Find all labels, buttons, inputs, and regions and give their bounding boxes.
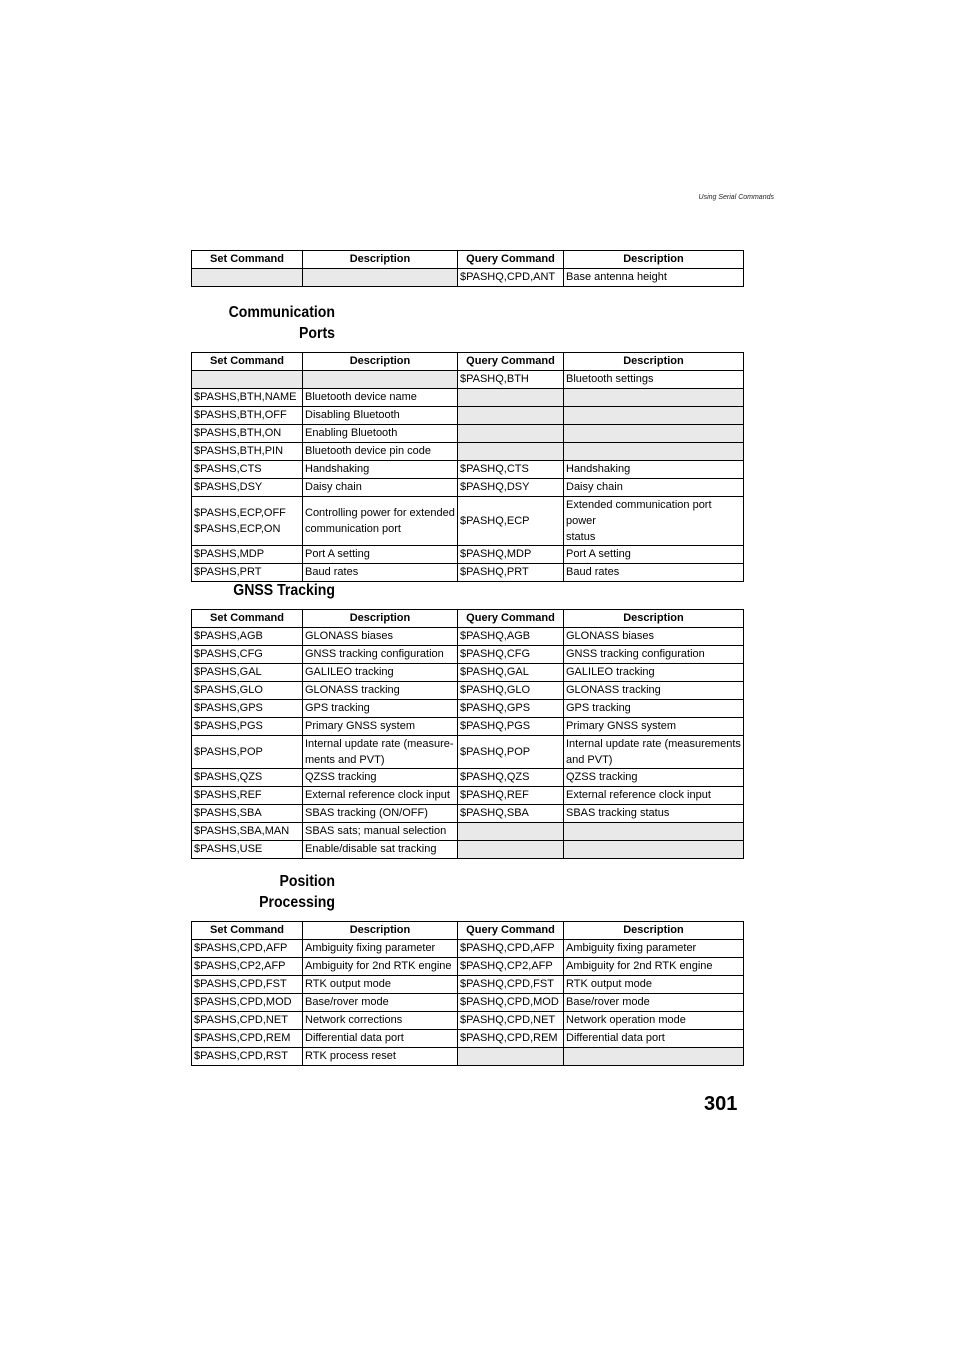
table-row xyxy=(192,718,744,736)
column-header: Description xyxy=(564,610,744,628)
query-command-cell: $PASHQ,CPD,AFP xyxy=(458,940,564,958)
cell-line: Controlling power for extended xyxy=(305,507,455,519)
column-header: Description xyxy=(564,251,744,269)
table-row xyxy=(192,805,744,823)
description-cell: Port A setting xyxy=(303,546,458,564)
description-cell: SBAS tracking (ON/OFF) xyxy=(303,805,458,823)
description-cell: Bluetooth device pin code xyxy=(303,443,458,461)
table-row xyxy=(192,841,744,859)
description-cell: Baud rates xyxy=(303,564,458,582)
table-row xyxy=(192,682,744,700)
table-row xyxy=(192,994,744,1012)
description-cell: SBAS sats; manual selection xyxy=(303,823,458,841)
table-row xyxy=(192,479,744,497)
description-cell: Ambiguity for 2nd RTK engine xyxy=(303,958,458,976)
query-command-cell: $PASHQ,CP2,AFP xyxy=(458,958,564,976)
cell-line: communication port xyxy=(305,523,401,535)
set-command-cell: $PASHS,GLO xyxy=(192,682,303,700)
set-command-cell: $PASHS,PRT xyxy=(192,564,303,582)
section-title-position-processing xyxy=(208,871,335,913)
query-command-cell: $PASHQ,CPD,MOD xyxy=(458,994,564,1012)
set-command-cell: $PASHS,MDP xyxy=(192,546,303,564)
description-cell: Bluetooth device name xyxy=(303,389,458,407)
set-command-cell: $PASHS,AGB xyxy=(192,628,303,646)
page-number: 301 xyxy=(704,1093,738,1115)
description-cell: Enabling Bluetooth xyxy=(303,425,458,443)
query-command-cell: $PASHQ,GLO xyxy=(458,682,564,700)
set-command-cell: $PASHS,PGS xyxy=(192,718,303,736)
table-row xyxy=(192,976,744,994)
query-command-cell: $PASHQ,ECP xyxy=(458,497,564,546)
query-command-cell: $PASHQ,CPD,FST xyxy=(458,976,564,994)
description-cell: GLONASS tracking xyxy=(564,682,744,700)
table-row xyxy=(192,1030,744,1048)
table-row xyxy=(192,958,744,976)
query-command-cell xyxy=(458,407,564,425)
section-title-communication-ports xyxy=(208,302,335,344)
description-cell: Ambiguity for 2nd RTK engine xyxy=(564,958,744,976)
column-header: Set Command xyxy=(192,610,303,628)
section-title-line: GNSS Tracking xyxy=(233,582,335,599)
description-cell: Base/rover mode xyxy=(564,994,744,1012)
description-cell: Network operation mode xyxy=(564,1012,744,1030)
description-cell: Internal update rate (measure-ments and PVT) xyxy=(303,736,458,769)
set-command-cell: $PASHS,POP xyxy=(192,736,303,769)
set-command-cell xyxy=(192,371,303,389)
description-cell xyxy=(564,1048,744,1066)
table-row xyxy=(192,389,744,407)
description-cell xyxy=(564,823,744,841)
set-command-cell: $PASHS,BTH,NAME xyxy=(192,389,303,407)
table-row xyxy=(192,425,744,443)
set-command-cell: $PASHS,CPD,AFP xyxy=(192,940,303,958)
description-cell xyxy=(564,425,744,443)
column-header: Query Command xyxy=(458,251,564,269)
table-header-row xyxy=(192,353,744,371)
table-top xyxy=(191,250,744,287)
set-command-cell: $PASHS,QZS xyxy=(192,769,303,787)
description-cell: Disabling Bluetooth xyxy=(303,407,458,425)
description-cell: GALILEO tracking xyxy=(303,664,458,682)
table-row xyxy=(192,628,744,646)
description-cell: Enable/disable sat tracking xyxy=(303,841,458,859)
section-title-line: Processing xyxy=(259,894,335,911)
description-cell: Base antenna height xyxy=(564,269,744,287)
description-cell: Handshaking xyxy=(303,461,458,479)
set-command-cell: $PASHS,SBA xyxy=(192,805,303,823)
description-cell: Ambiguity fixing parameter xyxy=(564,940,744,958)
description-cell xyxy=(564,841,744,859)
query-command-cell xyxy=(458,1048,564,1066)
query-command-cell: $PASHQ,CFG xyxy=(458,646,564,664)
query-command-cell: $PASHQ,BTH xyxy=(458,371,564,389)
query-command-cell: $PASHQ,AGB xyxy=(458,628,564,646)
table-gnss-tracking xyxy=(191,609,744,859)
table-communication-ports xyxy=(191,352,744,582)
cell-line: Extended communication port power xyxy=(566,499,712,527)
set-command-cell: $PASHS,CPD,MOD xyxy=(192,994,303,1012)
section-title-gnss-tracking xyxy=(208,580,335,601)
set-command-cell: $PASHS,BTH,ON xyxy=(192,425,303,443)
query-command-cell: $PASHQ,POP xyxy=(458,736,564,769)
description-cell xyxy=(564,407,744,425)
set-command-cell xyxy=(192,269,303,287)
description-cell: GNSS tracking configuration xyxy=(564,646,744,664)
description-cell: Handshaking xyxy=(564,461,744,479)
set-command-cell xyxy=(192,497,303,546)
query-command-cell xyxy=(458,823,564,841)
set-command-cell: $PASHS,CP2,AFP xyxy=(192,958,303,976)
cell-line: $PASHS,ECP,OFF xyxy=(194,507,286,519)
set-command-cell: $PASHS,BTH,PIN xyxy=(192,443,303,461)
set-command-cell: $PASHS,REF xyxy=(192,787,303,805)
column-header: Set Command xyxy=(192,251,303,269)
query-command-cell: $PASHQ,GAL xyxy=(458,664,564,682)
description-cell: GLONASS biases xyxy=(564,628,744,646)
table-header-row xyxy=(192,251,744,269)
description-cell: SBAS tracking status xyxy=(564,805,744,823)
description-cell: Primary GNSS system xyxy=(303,718,458,736)
description-cell: GNSS tracking configuration xyxy=(303,646,458,664)
description-cell: RTK output mode xyxy=(564,976,744,994)
query-command-cell: $PASHQ,QZS xyxy=(458,769,564,787)
table-row xyxy=(192,269,744,287)
table-header-row xyxy=(192,610,744,628)
column-header: Description xyxy=(564,353,744,371)
column-header: Set Command xyxy=(192,353,303,371)
description-cell xyxy=(564,389,744,407)
description-cell: Differential data port xyxy=(564,1030,744,1048)
description-cell xyxy=(564,497,744,546)
section-title-line: Ports xyxy=(299,325,335,342)
set-command-cell: $PASHS,SBA,MAN xyxy=(192,823,303,841)
description-cell: QZSS tracking xyxy=(303,769,458,787)
table-row xyxy=(192,940,744,958)
description-cell: QZSS tracking xyxy=(564,769,744,787)
table-row xyxy=(192,700,744,718)
column-header: Description xyxy=(303,353,458,371)
query-command-cell xyxy=(458,841,564,859)
query-command-cell: $PASHQ,PRT xyxy=(458,564,564,582)
table-row xyxy=(192,546,744,564)
description-cell: Ambiguity fixing parameter xyxy=(303,940,458,958)
table-row xyxy=(192,769,744,787)
table-row xyxy=(192,407,744,425)
table-row xyxy=(192,664,744,682)
table-row xyxy=(192,564,744,582)
column-header: Query Command xyxy=(458,353,564,371)
column-header: Description xyxy=(303,610,458,628)
description-cell: RTK output mode xyxy=(303,976,458,994)
column-header: Query Command xyxy=(458,922,564,940)
description-cell xyxy=(303,497,458,546)
section-title-line: Communication xyxy=(228,304,335,321)
description-cell: GLONASS biases xyxy=(303,628,458,646)
description-cell: GPS tracking xyxy=(564,700,744,718)
query-command-cell xyxy=(458,389,564,407)
table-row xyxy=(192,497,744,546)
query-command-cell: $PASHQ,PGS xyxy=(458,718,564,736)
description-cell: Bluetooth settings xyxy=(564,371,744,389)
table-row xyxy=(192,646,744,664)
query-command-cell: $PASHQ,DSY xyxy=(458,479,564,497)
table-row xyxy=(192,1012,744,1030)
table-row xyxy=(192,371,744,389)
description-cell: Baud rates xyxy=(564,564,744,582)
table-row xyxy=(192,1048,744,1066)
column-header: Set Command xyxy=(192,922,303,940)
set-command-cell: $PASHS,CPD,RST xyxy=(192,1048,303,1066)
set-command-cell: $PASHS,CPD,NET xyxy=(192,1012,303,1030)
query-command-cell: $PASHQ,SBA xyxy=(458,805,564,823)
description-cell: GPS tracking xyxy=(303,700,458,718)
table-position-processing xyxy=(191,921,744,1066)
column-header: Query Command xyxy=(458,610,564,628)
description-cell xyxy=(564,443,744,461)
table-row xyxy=(192,823,744,841)
set-command-cell: $PASHS,BTH,OFF xyxy=(192,407,303,425)
set-command-cell: $PASHS,CFG xyxy=(192,646,303,664)
set-command-cell: $PASHS,CPD,FST xyxy=(192,976,303,994)
description-cell: Port A setting xyxy=(564,546,744,564)
query-command-cell: $PASHQ,CPD,ANT xyxy=(458,269,564,287)
description-cell: Differential data port xyxy=(303,1030,458,1048)
column-header: Description xyxy=(303,251,458,269)
description-cell: RTK process reset xyxy=(303,1048,458,1066)
query-command-cell xyxy=(458,443,564,461)
table-row xyxy=(192,461,744,479)
description-cell xyxy=(303,269,458,287)
description-cell: External reference clock input xyxy=(564,787,744,805)
query-command-cell: $PASHQ,CPD,REM xyxy=(458,1030,564,1048)
query-command-cell: $PASHQ,MDP xyxy=(458,546,564,564)
set-command-cell: $PASHS,USE xyxy=(192,841,303,859)
description-cell: Base/rover mode xyxy=(303,994,458,1012)
query-command-cell: $PASHQ,CTS xyxy=(458,461,564,479)
set-command-cell: $PASHS,GPS xyxy=(192,700,303,718)
query-command-cell: $PASHQ,REF xyxy=(458,787,564,805)
section-title-line: Position xyxy=(279,873,335,890)
column-header: Description xyxy=(564,922,744,940)
query-command-cell: $PASHQ,GPS xyxy=(458,700,564,718)
cell-line: status xyxy=(566,531,596,543)
set-command-cell: $PASHS,DSY xyxy=(192,479,303,497)
table-row xyxy=(192,787,744,805)
description-cell: GALILEO tracking xyxy=(564,664,744,682)
description-cell xyxy=(303,371,458,389)
table-header-row xyxy=(192,922,744,940)
set-command-cell: $PASHS,GAL xyxy=(192,664,303,682)
description-cell: Internal update rate (measurements and PVT) xyxy=(564,736,744,769)
table-row xyxy=(192,736,744,769)
column-header: Description xyxy=(303,922,458,940)
description-cell: Daisy chain xyxy=(303,479,458,497)
cell-line: $PASHS,ECP,ON xyxy=(194,523,281,535)
description-cell: Network corrections xyxy=(303,1012,458,1030)
description-cell: External reference clock input xyxy=(303,787,458,805)
set-command-cell: $PASHS,CTS xyxy=(192,461,303,479)
description-cell: Daisy chain xyxy=(564,479,744,497)
description-cell: GLONASS tracking xyxy=(303,682,458,700)
query-command-cell xyxy=(458,425,564,443)
description-cell: Primary GNSS system xyxy=(564,718,744,736)
set-command-cell: $PASHS,CPD,REM xyxy=(192,1030,303,1048)
running-header: Using Serial Commands xyxy=(698,194,774,201)
table-row xyxy=(192,443,744,461)
query-command-cell: $PASHQ,CPD,NET xyxy=(458,1012,564,1030)
